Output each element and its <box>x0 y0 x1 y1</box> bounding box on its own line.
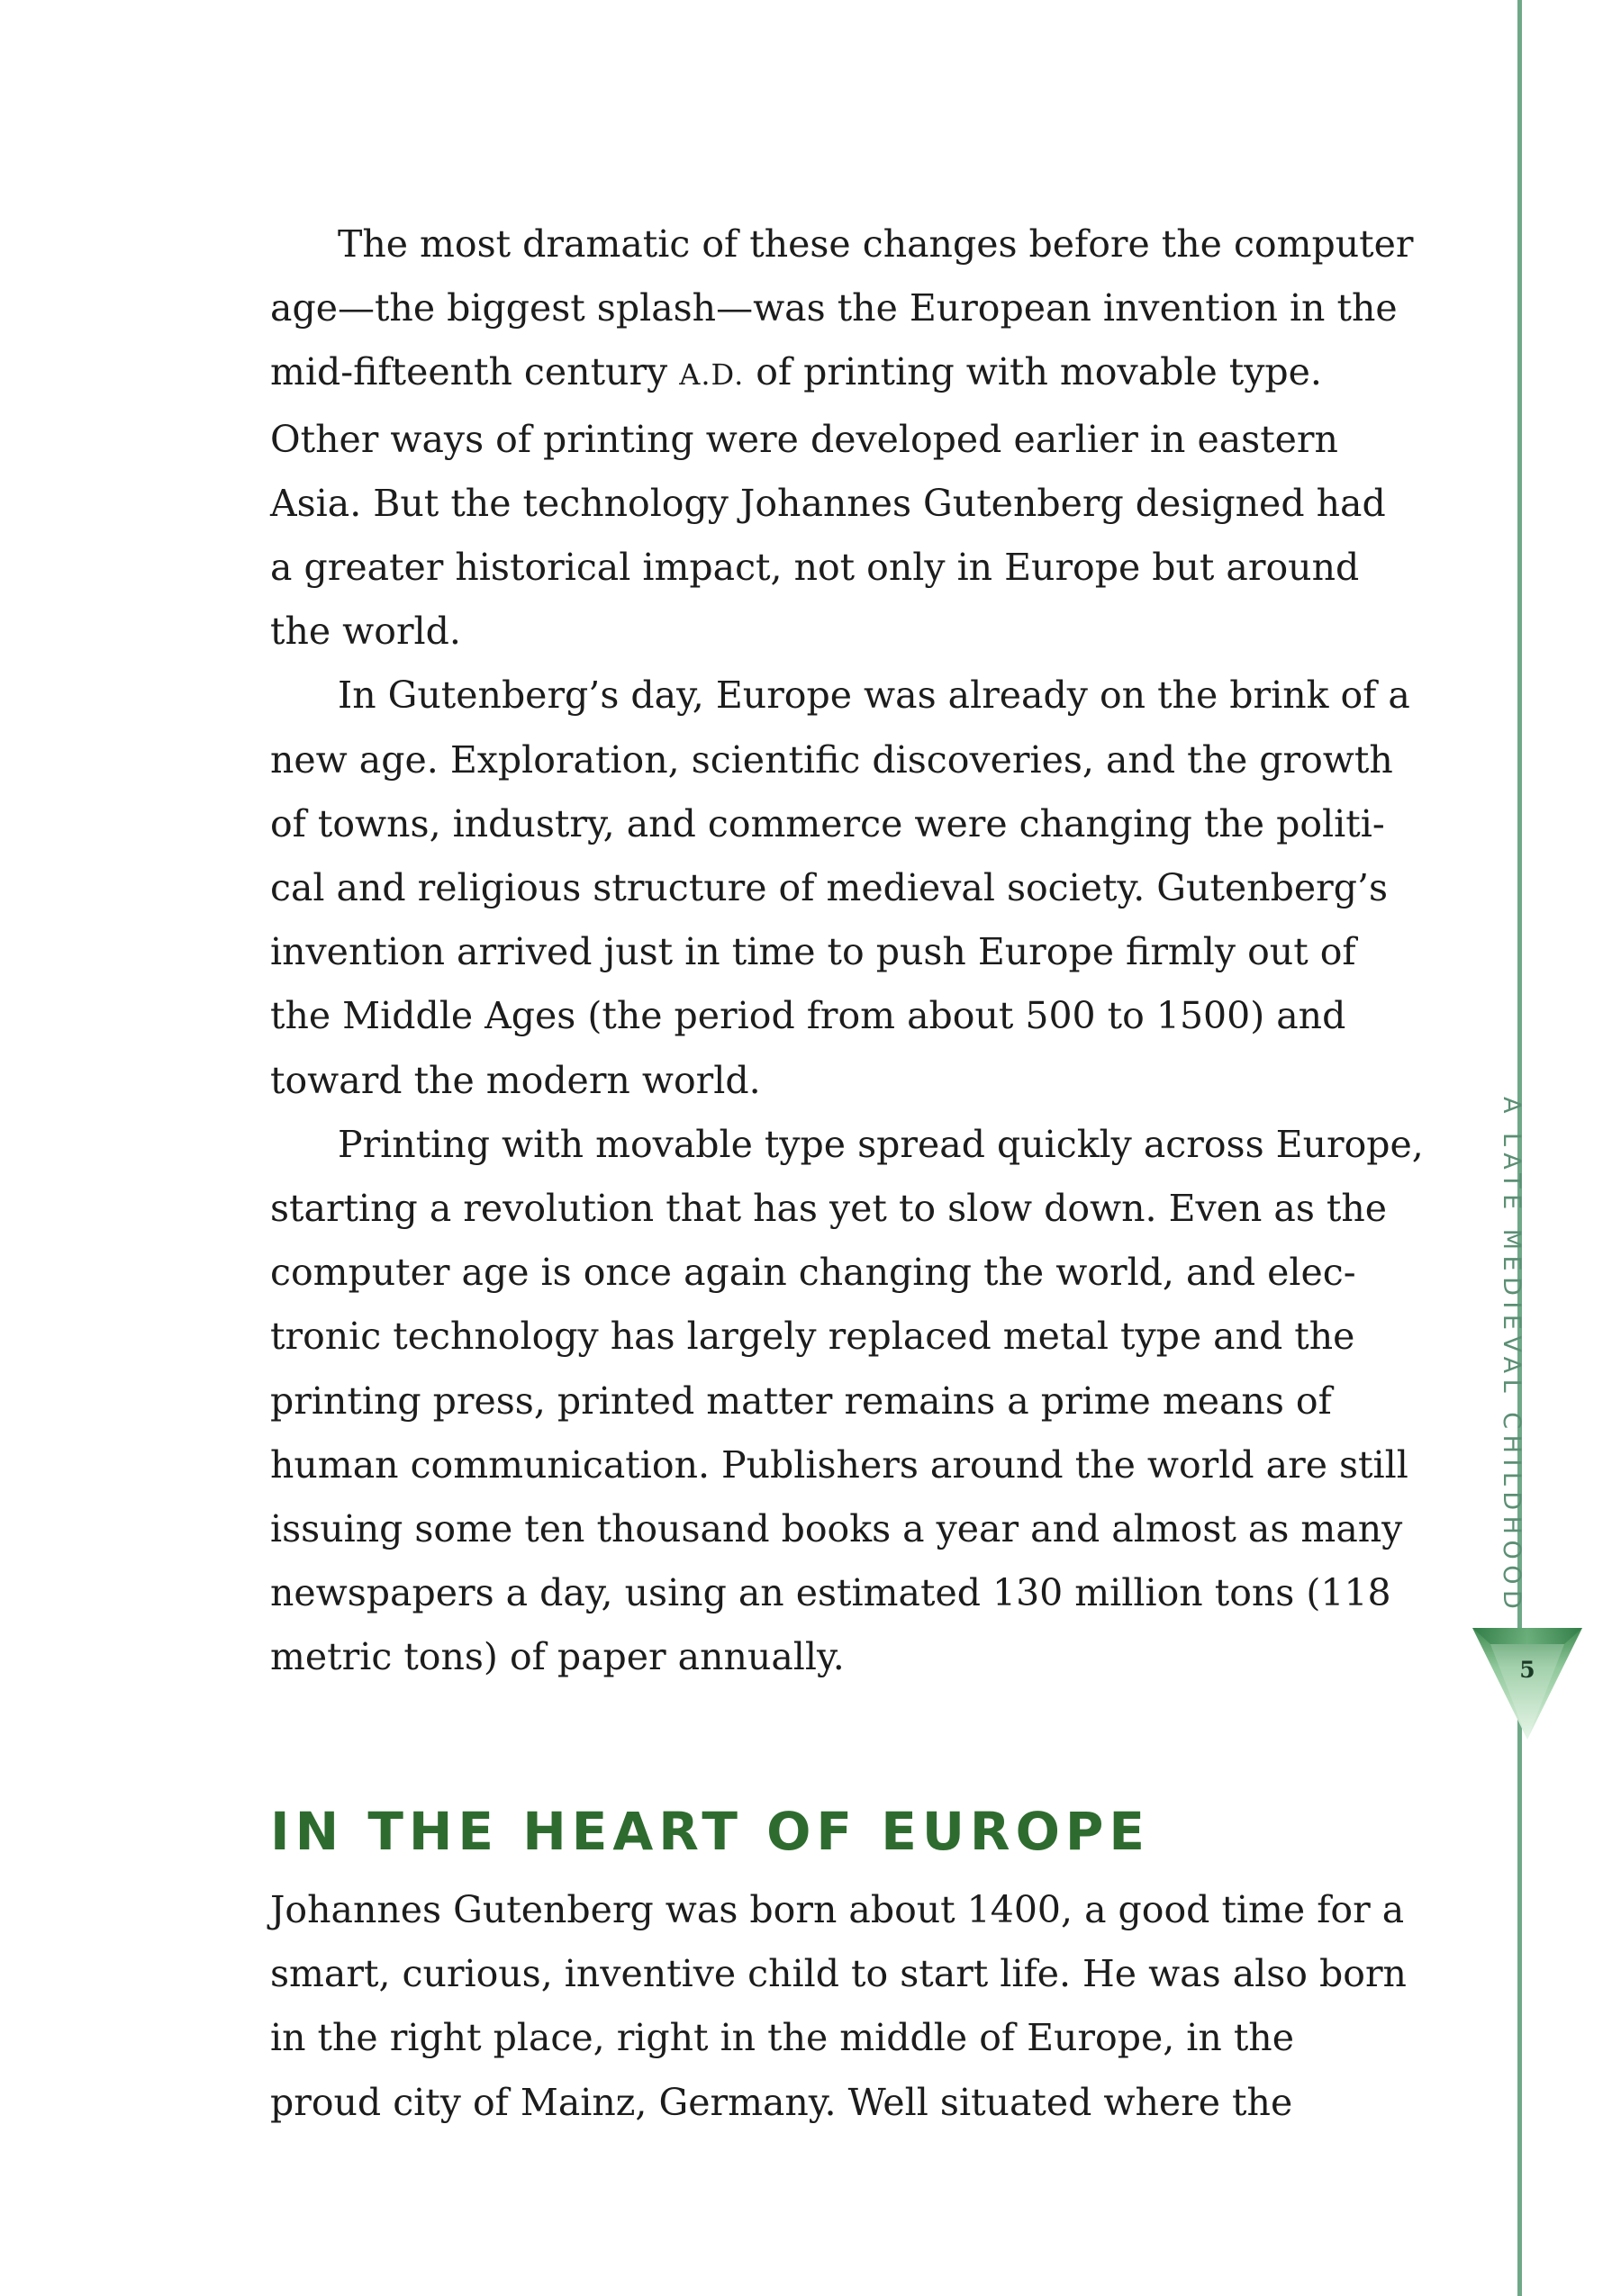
text-line: metric tons) of paper annually. <box>270 1635 845 1679</box>
text-line: the world. <box>270 610 461 654</box>
page-number-badge <box>1471 1621 1584 1741</box>
text-line: toward the modern world. <box>270 1058 761 1102</box>
text-line: newspapers a day, using an estimated 130 million tons (118 <box>270 1571 1391 1615</box>
paragraph-2 <box>270 664 1410 1112</box>
text-line: The most dramatic of these changes before the computer <box>338 222 1414 266</box>
text-line: Other ways of printing were developed earlier in eastern <box>270 417 1338 461</box>
text-line: issuing some ten thousand books a year and almost as many <box>270 1507 1403 1551</box>
main-text <box>270 212 1424 1690</box>
text-line: the Middle Ages (the period from about 500 to 1500) and <box>270 994 1346 1038</box>
text-line: proud city of Mainz, Germany. Well situated where the <box>270 2080 1293 2124</box>
section-text <box>270 1878 1407 2135</box>
paragraph-1 <box>270 212 1414 664</box>
running-head-text: A LATE MEDIEVAL CHILDHOOD <box>1498 1097 1526 1615</box>
text-line: a greater historical impact, not only in Europe but around <box>270 546 1360 590</box>
text-line: cal and religious structure of medieval society. Gutenberg’s <box>270 866 1389 910</box>
text-line: Printing with movable type spread quickly across Europe, <box>338 1122 1424 1166</box>
era-abbreviation: A.D. <box>679 357 745 393</box>
text-line: new age. Exploration, scientific discoveries, and the growth <box>270 737 1393 782</box>
section-heading: IN THE HEART OF EUROPE <box>270 1801 1151 1862</box>
paragraph-4 <box>270 1878 1407 2135</box>
text-line: age—the biggest splash—was the European invention in the <box>270 286 1398 330</box>
text-line: tronic technology has largely replaced metal type and the <box>270 1315 1355 1359</box>
text-line: Johannes Gutenberg was born about 1400, a good time for a <box>270 1888 1405 1931</box>
page-number: 5 <box>1519 1657 1535 1683</box>
text-line: starting a revolution that has yet to slow down. Even as the <box>270 1187 1388 1231</box>
text-line: human communication. Publishers around the world are still <box>270 1442 1408 1487</box>
text-line: smart, curious, inventive child to start life. He was also born <box>270 1952 1407 1996</box>
text-line: Asia. But the technology Johannes Gutenberg designed had <box>270 481 1386 525</box>
text-line: invention arrived just in time to push Europe firmly out of <box>270 930 1356 974</box>
text-segment: mid-fifteenth century <box>270 350 668 394</box>
text-line: of towns, industry, and commerce were changing the politi- <box>270 801 1385 845</box>
text-line: computer age is once again changing the world, and elec- <box>270 1251 1356 1295</box>
text-line: In Gutenberg’s day, Europe was already on the brink of a <box>338 673 1410 718</box>
text-line: in the right place, right in the middle of Europe, in the <box>270 2016 1294 2060</box>
text-line: printing press, printed matter remains a prime means of <box>270 1379 1332 1423</box>
text-segment: of printing with movable type. <box>756 350 1322 394</box>
text-line <box>270 340 1396 407</box>
paragraph-3 <box>270 1113 1424 1690</box>
